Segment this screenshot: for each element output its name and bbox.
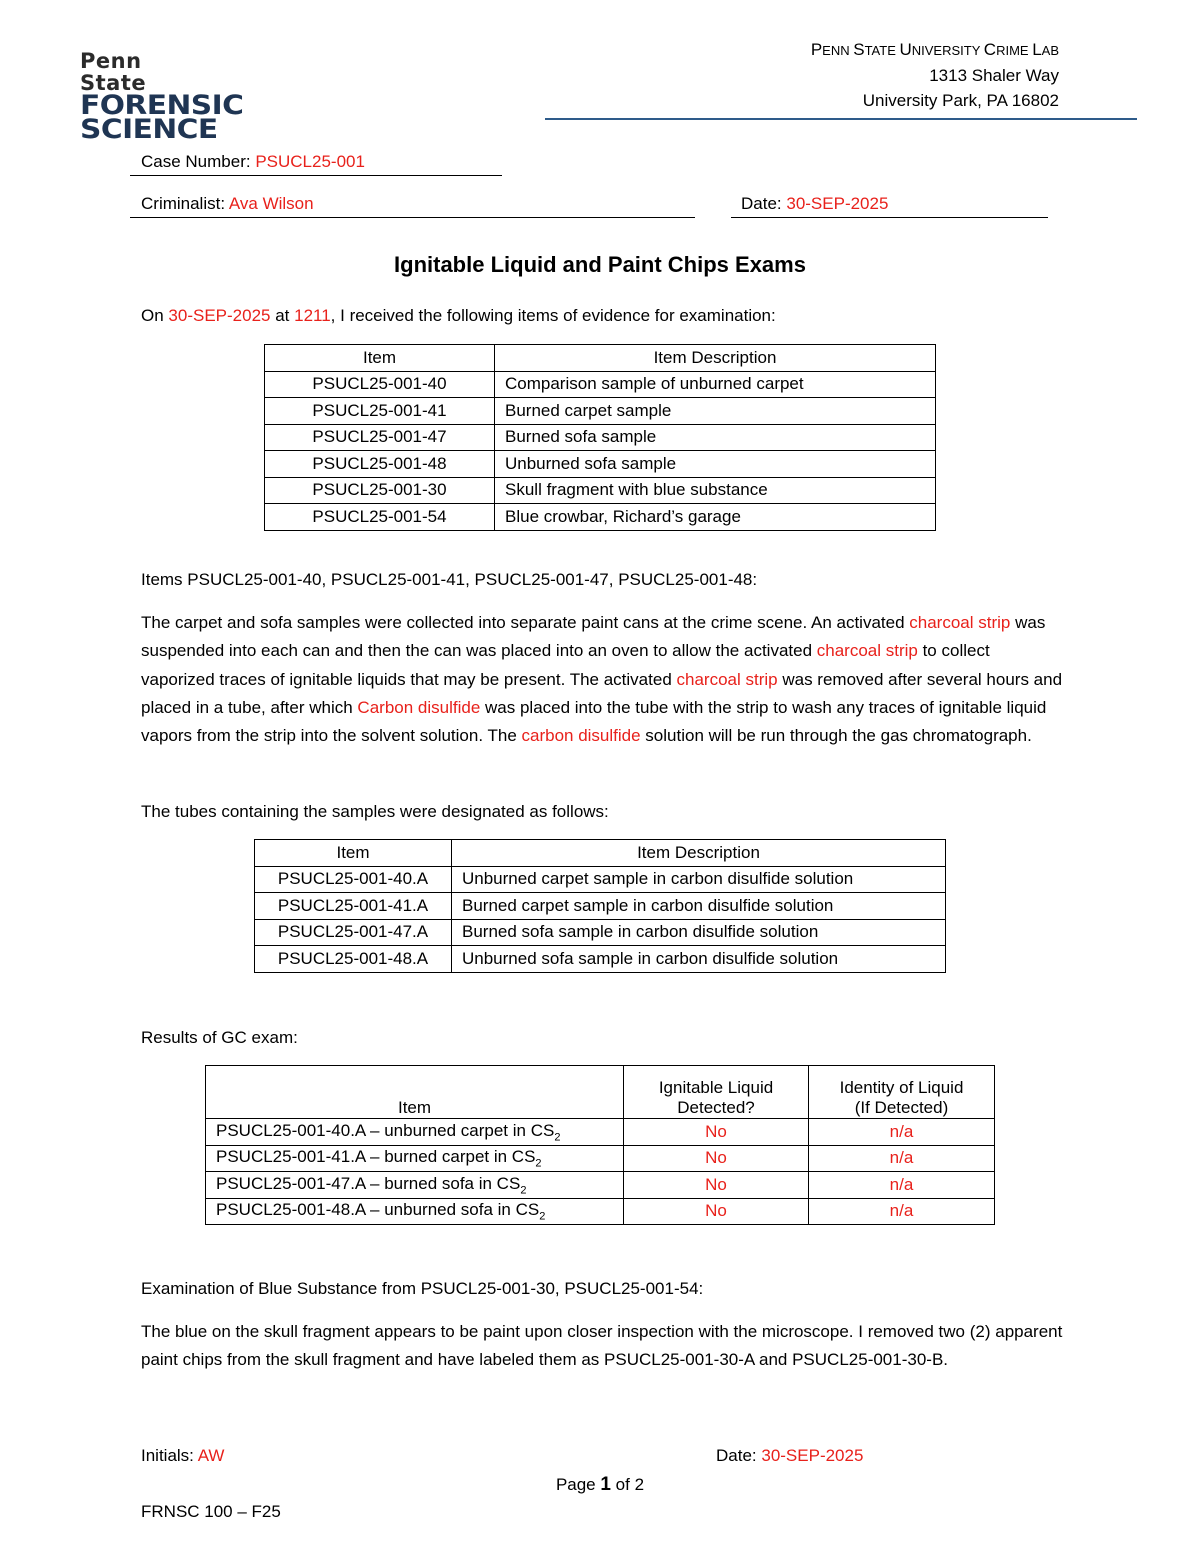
gc-item-text: PSUCL25-001-48.A – unburned sofa in CS: [216, 1200, 540, 1220]
header-line: Ignitable Liquid: [658, 1078, 774, 1097]
case-date-label: Date:: [741, 194, 787, 213]
gc-results-table: [205, 1065, 995, 1225]
table-row: [255, 919, 946, 946]
intro-part: On: [141, 306, 169, 325]
table-row: [265, 398, 936, 425]
sample-tubes-table: [254, 839, 946, 973]
footer-date-value: 30-SEP-2025: [761, 1446, 864, 1465]
table-row: [265, 451, 936, 478]
table-row: [265, 477, 936, 504]
table-row: [265, 371, 936, 398]
case-number: [141, 152, 365, 172]
procedure-text: was placed into the tube with the strip to wash any traces of ignitable liquid vapors from the strip into the solvent solution. The: [141, 697, 1047, 746]
lab-name-part: S: [853, 40, 865, 59]
header-line: Detected?: [677, 1098, 755, 1117]
table-row: [265, 424, 936, 451]
highlighted-term: charcoal strip: [816, 641, 918, 661]
header-line: (If Detected): [854, 1098, 949, 1117]
highlighted-term: charcoal strip: [909, 613, 1011, 632]
case-date-value: 30-SEP-2025: [786, 194, 889, 213]
case-date-underline: [731, 217, 1048, 218]
table-row: [206, 1198, 995, 1225]
tube-id-cell: PSUCL25-001-48.A: [255, 946, 452, 973]
gc-item-cell: [206, 1145, 624, 1172]
subscript: 2: [539, 1210, 546, 1223]
lab-name-part: TATE: [864, 43, 900, 58]
item-id-cell: PSUCL25-001-41: [265, 398, 495, 425]
identity-cell: n/a: [809, 1119, 995, 1146]
blue-substance-paragraph: The blue on the skull fragment appears to be paint upon closer inspection with the microscope. I removed two (2) apparent paint chips from the skull fragment and have labeled them as PSUCL25-001-30-A and PSUCL25-001-30-B.: [141, 1322, 1063, 1370]
criminalist-underline: [130, 217, 695, 218]
lab-name-part: U: [899, 40, 912, 59]
identity-cell: n/a: [809, 1198, 995, 1225]
tube-id-cell: PSUCL25-001-41.A: [255, 893, 452, 920]
lab-name-part: ENN: [822, 43, 854, 58]
gc-item-cell: [206, 1119, 624, 1146]
item-description-cell: Unburned sofa sample: [495, 451, 936, 478]
page-title: Ignitable Liquid and Paint Chips Exams: [394, 252, 806, 277]
table-row: [206, 1172, 995, 1199]
footer-date: [716, 1446, 863, 1466]
tube-id-cell: PSUCL25-001-47.A: [255, 919, 452, 946]
detected-cell: No: [624, 1172, 809, 1199]
gc-item-text: PSUCL25-001-41.A – burned carpet in CS: [216, 1147, 536, 1167]
item-description-cell: Skull fragment with blue substance: [495, 477, 936, 504]
footer-initials: [141, 1446, 224, 1466]
highlighted-term: charcoal strip: [676, 669, 778, 689]
table-row: [265, 504, 936, 531]
lab-name-part: AB: [1041, 43, 1059, 58]
gc-results-heading: Results of GC exam:: [141, 1028, 298, 1047]
item-id-cell: PSUCL25-001-30: [265, 477, 495, 504]
subscript: 2: [535, 1157, 542, 1170]
footer-date-label: Date:: [716, 1446, 762, 1465]
tubes-heading: The tubes containing the samples were designated as follows:: [141, 802, 609, 821]
logo-line-1: Penn State: [80, 49, 147, 95]
lab-address-line-2: University Park, PA 16802: [862, 91, 1059, 110]
gc-item-cell: [206, 1198, 624, 1225]
case-number-value: PSUCL25-001: [255, 152, 365, 171]
subscript: 2: [554, 1130, 561, 1143]
highlighted-term: Carbon disulfide: [357, 697, 481, 717]
tube-description-cell: Burned carpet sample in carbon disulfide solution: [452, 893, 946, 920]
detected-cell: No: [624, 1145, 809, 1172]
intro-time: 1211: [294, 306, 331, 325]
page-prefix: Page: [555, 1475, 601, 1494]
page-total: 2: [634, 1475, 645, 1494]
lab-name: [811, 40, 1059, 60]
tube-id-cell: PSUCL25-001-40.A: [255, 866, 452, 893]
page-number: [0, 1474, 1200, 1496]
intro-text: [141, 302, 1066, 330]
table-row: [206, 1145, 995, 1172]
procedure-text: to collect vaporized traces of ignitable liquids that may be present. The activated: [141, 641, 990, 689]
item-id-cell: PSUCL25-001-54: [265, 504, 495, 531]
tube-description-cell: Unburned carpet sample in carbon disulfide solution: [452, 866, 946, 893]
header-rule: [545, 118, 1137, 120]
detected-cell: No: [624, 1198, 809, 1225]
course-code: FRNSC 100 – F25: [141, 1502, 281, 1521]
case-date: [741, 194, 888, 214]
header-line: Item: [397, 1098, 432, 1117]
intro-part: at: [270, 306, 295, 325]
lab-name-part: L: [1032, 40, 1042, 59]
page-mid: of: [610, 1475, 635, 1494]
header-line: Identity of Liquid: [839, 1078, 964, 1097]
logo-line-3: SCIENCE: [80, 114, 218, 145]
highlighted-term: carbon disulfide: [521, 726, 641, 746]
subscript: 2: [520, 1183, 527, 1196]
table-row: [206, 1119, 995, 1146]
gc-table-header: [624, 1066, 809, 1119]
blue-substance-heading: Examination of Blue Substance from PSUCL25-001-30, PSUCL25-001-54:: [141, 1279, 704, 1298]
item-description-cell: Burned sofa sample: [495, 424, 936, 451]
gc-item-text: PSUCL25-001-40.A – unburned carpet in CS: [216, 1120, 555, 1140]
case-number-underline: [130, 175, 502, 176]
item-id-cell: PSUCL25-001-48: [265, 451, 495, 478]
criminalist: [141, 194, 314, 214]
table-header: Item Description: [495, 345, 936, 372]
evidence-items-table: [264, 344, 936, 531]
page-current: 1: [600, 1474, 611, 1495]
lab-address-line-1: 1313 Shaler Way: [929, 66, 1059, 85]
tube-description-cell: Burned sofa sample in carbon disulfide solution: [452, 919, 946, 946]
gc-item-cell: [206, 1172, 624, 1199]
table-row: [255, 866, 946, 893]
intro-part: , I received the following items of evidence for examination:: [330, 306, 776, 325]
detected-cell: No: [624, 1119, 809, 1146]
procedure-text: The carpet and sofa samples were collected into separate paint cans at the crime scene. An activated: [141, 613, 910, 632]
item-id-cell: PSUCL25-001-47: [265, 424, 495, 451]
gc-item-text: PSUCL25-001-47.A – burned sofa in CS: [216, 1173, 521, 1193]
procedure-text: solution will be run through the gas chromatograph.: [640, 726, 1032, 746]
initials-value: AW: [197, 1446, 225, 1465]
table-row: [255, 893, 946, 920]
table-header: Item Description: [452, 840, 946, 867]
tube-description-cell: Unburned sofa sample in carbon disulfide solution: [452, 946, 946, 973]
items-heading: Items PSUCL25-001-40, PSUCL25-001-41, PSUCL25-001-47, PSUCL25-001-48:: [141, 570, 758, 589]
criminalist-label: Criminalist:: [141, 194, 229, 213]
logo-line-2: FORENSIC: [80, 90, 244, 121]
identity-cell: n/a: [809, 1145, 995, 1172]
table-header: Item: [265, 345, 495, 372]
lab-name-part: RIME: [996, 43, 1033, 58]
identity-cell: n/a: [809, 1172, 995, 1199]
item-id-cell: PSUCL25-001-40: [265, 371, 495, 398]
lab-name-part: P: [810, 40, 823, 59]
lab-name-part: NIVERSITY: [911, 43, 984, 58]
criminalist-value: Ava Wilson: [228, 194, 314, 213]
procedure-text: was removed after several hours and placed in a tube, after which: [141, 669, 1063, 717]
gc-table-header: [809, 1066, 995, 1119]
intro-date: 30-SEP-2025: [168, 306, 271, 325]
procedure-paragraph: [141, 609, 1066, 750]
lab-name-part: C: [983, 40, 997, 59]
initials-label: Initials:: [141, 1446, 198, 1465]
table-row: [255, 946, 946, 973]
gc-table-header: [206, 1066, 624, 1119]
case-number-label: Case Number:: [141, 152, 256, 171]
penn-state-forensic-logo: [80, 49, 244, 145]
item-description-cell: Comparison sample of unburned carpet: [495, 371, 936, 398]
table-header: Item: [255, 840, 452, 867]
procedure-text: was suspended into each can and then the can was placed into an oven to allow the activated: [141, 613, 1046, 661]
item-description-cell: Blue crowbar, Richard’s garage: [495, 504, 936, 531]
item-description-cell: Burned carpet sample: [495, 398, 936, 425]
